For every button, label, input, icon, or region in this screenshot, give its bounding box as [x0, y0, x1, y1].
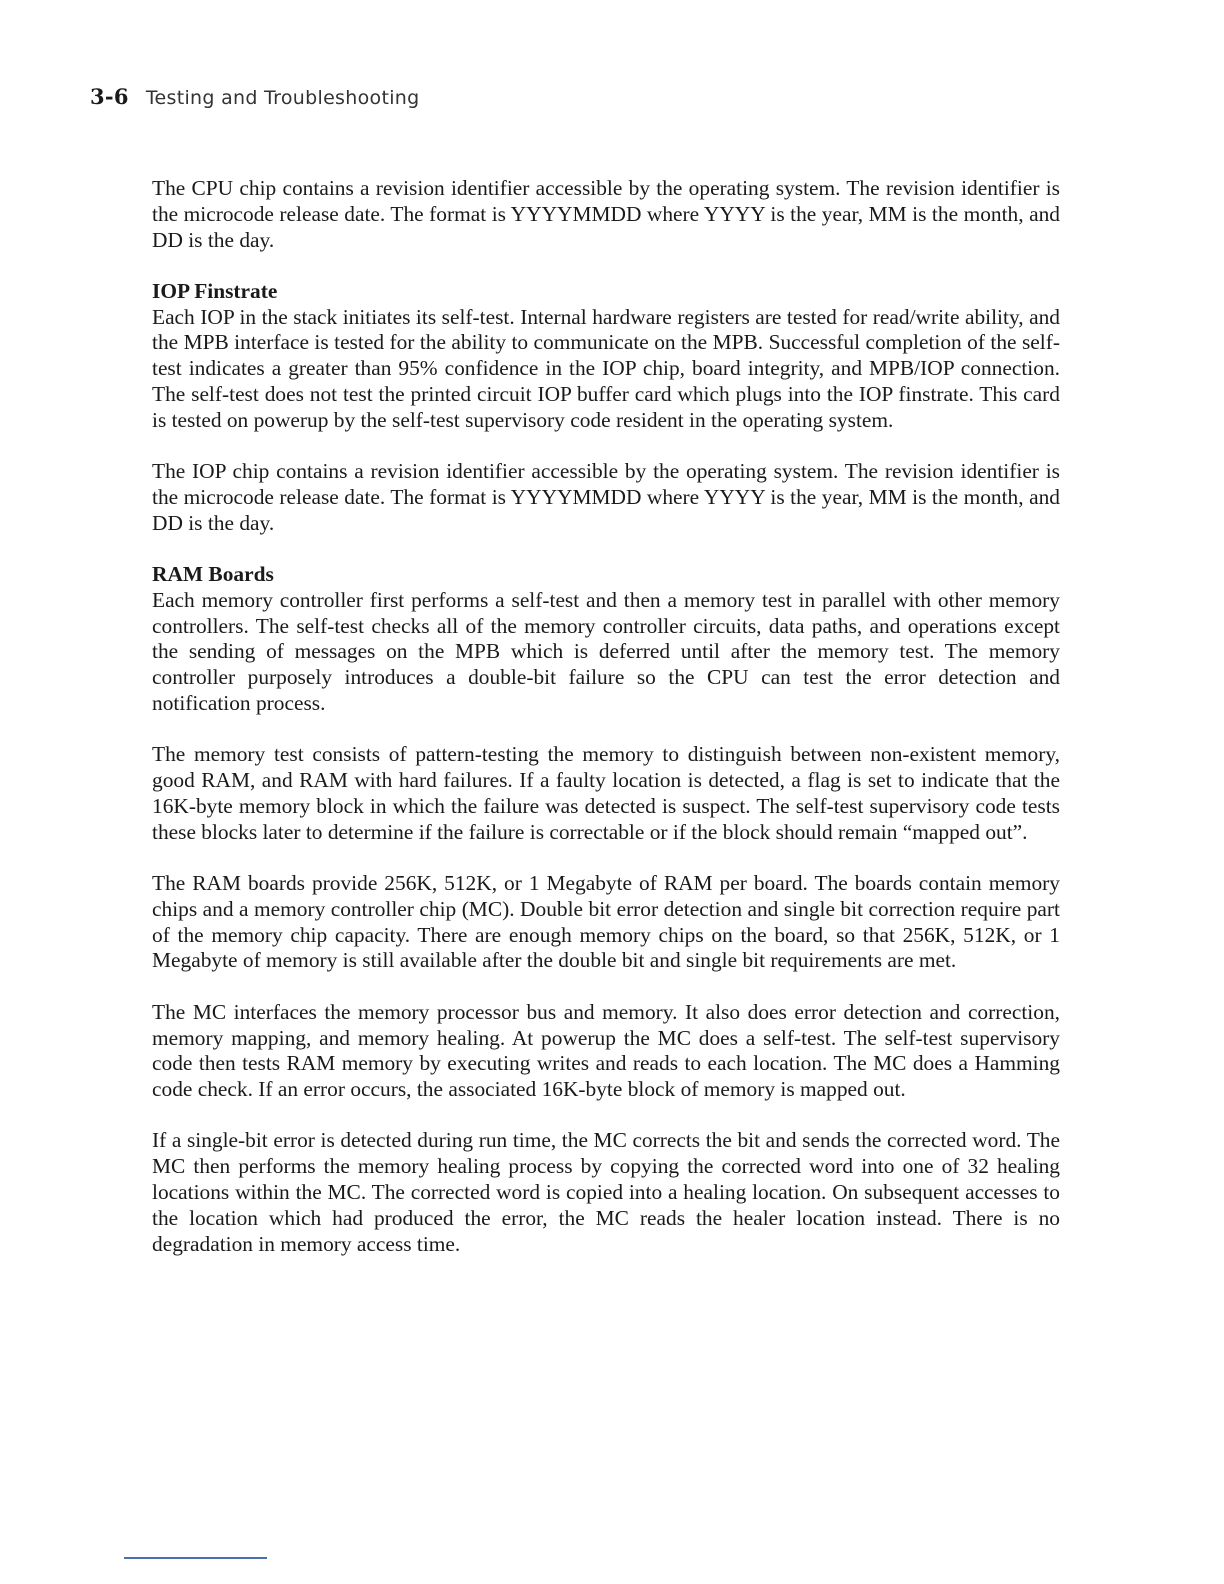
page-body [152, 176, 1060, 1283]
ram-paragraph-1: Each memory controller first performs a self-test and then a memory test in parallel with other memory controllers. The self-test checks all of the memory controller circuits, data paths, and operations except the sending of messages on the MPB which is deferred until after the memory test. The memory controller purposely introduces a double-bit failure so the CPU can test the error detection and notification process. [152, 587, 1060, 716]
ram-paragraph-4: The MC interfaces the memory processor bus and memory. It also does error detection and correction, memory mapping, and memory healing. At powerup the MC does a self-test. The self-test supervisory code then tests RAM memory by executing writes and reads to each location. The MC does a Hamming code check. If an error occurs, the associated 16K-byte block of memory is mapped out. [152, 999, 1060, 1102]
page-header [90, 84, 419, 109]
intro-paragraph: The CPU chip contains a revision identifier accessible by the operating system. The revision identifier is the microcode release date. The format is YYYYMMDD where YYYY is the year, MM is the month, and DD is the day. [152, 176, 1060, 252]
iop-paragraph-1: Each IOP in the stack initiates its self-test. Internal hardware registers are tested for read/write ability, and the MPB interface is tested for the ability to communicate on the MPB. Successful completion of the self-test indicates a greater than 95% confidence in the IOP chip, board integrity, and MPB/IOP connection. The self-test does not test the printed circuit IOP buffer card which plugs into the IOP finstrate. This card is tested on powerup by the self-test supervisory code resident in the operating system. [152, 304, 1060, 432]
footer-rule [124, 1557, 267, 1559]
iop-paragraph-2: The IOP chip contains a revision identifier accessible by the operating system. The revision identifier is the microcode release date. The format is YYYYMMDD where YYYY is the year, MM is the month, and DD is the day. [152, 459, 1060, 535]
running-title: Testing and Troubleshooting [145, 87, 420, 109]
section-heading-iop-finstrate: IOP Finstrate [152, 278, 278, 303]
ram-paragraph-5: If a single-bit error is detected during run time, the MC corrects the bit and sends the corrected word. The MC then performs the memory healing process by copying the corrected word into one of 32 healing locations within the MC. The corrected word is copied into a healing location. On subsequent accesses to the location which had produced the error, the MC reads the healer location instead. There is no degradation in memory access time. [152, 1128, 1060, 1256]
page-number: 3-6 [90, 84, 129, 109]
ram-paragraph-3: The RAM boards provide 256K, 512K, or 1 Megabyte of RAM per board. The boards contain memory chips and a memory controller chip (MC). Double bit error detection and single bit correction require part of the memory chip capacity. There are enough memory chips on the board, so that 256K, 512K, or 1 Megabyte of memory is still available after the double bit and single bit requirements are met. [152, 871, 1060, 973]
section-heading-ram-boards: RAM Boards [152, 562, 274, 587]
ram-paragraph-2: The memory test consists of pattern-testing the memory to distinguish between non-existent memory, good RAM, and RAM with hard failures. If a faulty location is detected, a flag is set to indicate that the 16K-byte memory block in which the failure was detected is suspect. The self-test supervisory code tests these blocks later to determine if the failure is correctable or if the block should remain “mapped out”. [152, 742, 1060, 844]
